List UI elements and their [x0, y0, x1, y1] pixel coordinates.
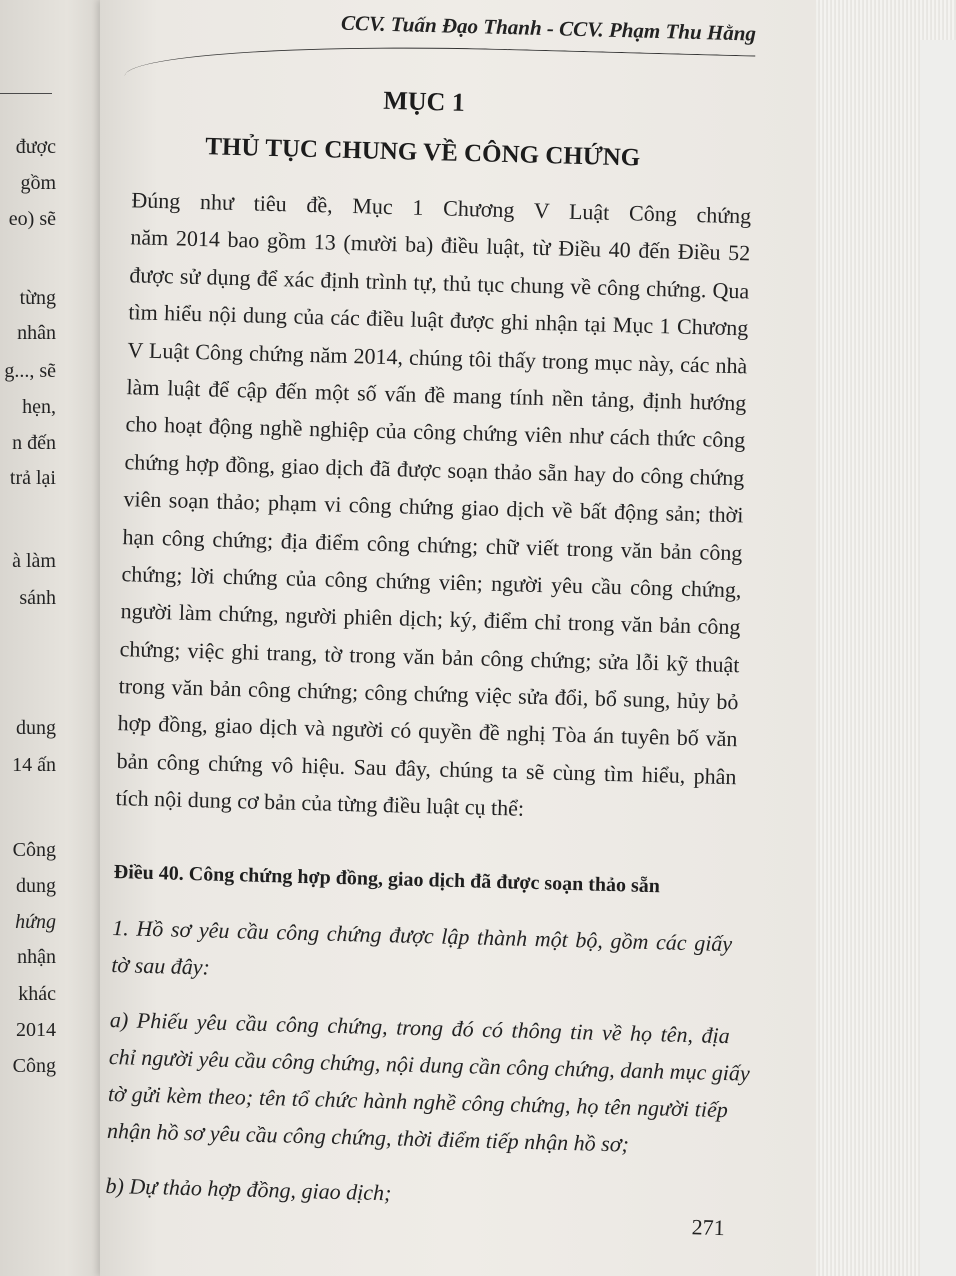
left-page-fragment: Công [12, 1055, 56, 1077]
left-page-fragment: hẹn, [22, 396, 56, 418]
clause-a [106, 1001, 751, 1165]
text-line: bản công chứng vô hiệu. Sau đây, chúng ta sẽ cùng tìm hiểu, phân [116, 747, 737, 790]
intro-paragraph [115, 181, 751, 833]
text-line: hạn công chứng; địa điểm công chứng; chữ viết trong văn bản công [122, 523, 743, 565]
text-line: tích nội dung cơ bản của từng điều luật cụ thể: [115, 785, 525, 821]
text-line: cho hoạt động nghề nghiệp của công chứng viên như cách thức công [125, 411, 746, 453]
left-page-fragment: khác [18, 983, 56, 1005]
text-line: Đúng như tiêu đề, Mục 1 Chương V Luật Công chứng [131, 187, 752, 229]
text-line: b) Dự thảo hợp đồng, giao dịch; [105, 1172, 392, 1206]
left-page-fragment: trả lại [9, 467, 56, 489]
text-line: chứng hợp đồng, giao dịch đã được soạn thảo sẵn hay do công chứng [124, 448, 745, 491]
article-title: Điều 40. Công chứng hợp đồng, giao dịch đã được soạn thảo sẵn [113, 861, 661, 898]
left-page-fragment: nhận [17, 946, 56, 968]
page-content [83, 0, 832, 1276]
text-line: V Luật Công chứng năm 2014, chúng tôi thấy trong mục này, các nhà [127, 336, 748, 378]
text-line: được sử dụng để xác định trình tự, thủ tục chung về công chứng. Qua [129, 262, 750, 304]
left-page-fragment: dung [16, 875, 56, 897]
running-head: CCV. Tuấn Đạo Thanh - CCV. Phạm Thu Hằng [340, 10, 757, 46]
text-line: trong văn bản công chứng; công chứng việc sửa đổi, bổ sung, hủy bỏ [118, 673, 739, 715]
left-page-fragment: g..., sẽ [4, 360, 56, 382]
text-line: năm 2014 bao gồm 13 (mười ba) điều luật, từ Điều 40 đến Điều 52 [130, 224, 751, 266]
section-title: THỦ TỤC CHUNG VỀ CÔNG CHỨNG [204, 133, 641, 172]
text-line: tờ gửi kèm theo; tên tổ chức hành nghề công chứng, họ tên người tiếp [107, 1080, 729, 1123]
left-page-fragment: dung [16, 717, 56, 739]
left-page-fragment: n đến [12, 432, 56, 454]
clause-b [105, 1167, 726, 1220]
left-page-fragment: Công [12, 839, 56, 861]
left-page-fragment: gồm [20, 172, 56, 194]
left-page-fragment: eo) sẽ [8, 208, 56, 230]
left-page-fragment: từng [19, 287, 56, 309]
text-line: viên soạn thảo; phạm vi công chứng giao dịch về bất động sản; thời [123, 486, 744, 528]
left-page-fragment: 14 ấn [12, 754, 56, 776]
text-line: chứng; lời chứng của công chứng viên; người yêu cầu công chứng, [121, 561, 742, 603]
text-line: tờ sau đây: [111, 951, 211, 980]
left-page-fragment: được [15, 136, 56, 158]
left-page-fragment: 2014 [16, 1019, 56, 1041]
text-line: người làm chứng, người phiên dịch; ký, điểm chỉ trong văn bản công [120, 598, 741, 640]
page-edges-shadow [920, 40, 956, 1276]
text-line: tìm hiểu nội dung của các điều luật được ghi nhận tại Mục 1 Chương [128, 299, 749, 341]
text-line: làm luật để cập đến một số vấn đề mang tính nền tảng, định hướng [126, 374, 747, 416]
left-page-fragment: hứng [15, 911, 56, 933]
left-page-fragment: nhân [17, 322, 56, 344]
clause-1 [111, 909, 733, 999]
left-page-fragment: à làm [12, 550, 56, 572]
book-page [100, 0, 816, 1276]
text-line: chỉ người yêu cầu công chứng, nội dung cần công chứng, danh mục giấy [108, 1043, 751, 1086]
left-page-rule [0, 93, 52, 94]
text-line: nhận hồ sơ yêu cầu công chứng, thời điểm tiếp nhận hồ sơ; [106, 1117, 630, 1157]
page-number: 271 [691, 1214, 726, 1241]
section-label: MỤC 1 [382, 85, 466, 117]
left-page-fragment: sánh [19, 587, 56, 609]
text-line: chứng; việc ghi trang, tờ trong văn bản công chứng; sửa lỗi kỹ thuật [119, 635, 740, 678]
text-line: 1. Hồ sơ yêu cầu công chứng được lập thành một bộ, gồm các giấy [112, 915, 733, 957]
text-line: a) Phiếu yêu cầu công chứng, trong đó có thông tin về họ tên, địa [109, 1006, 731, 1049]
text-line: hợp đồng, giao dịch và người có quyền đề nghị Tòa án tuyên bố văn [117, 710, 738, 752]
